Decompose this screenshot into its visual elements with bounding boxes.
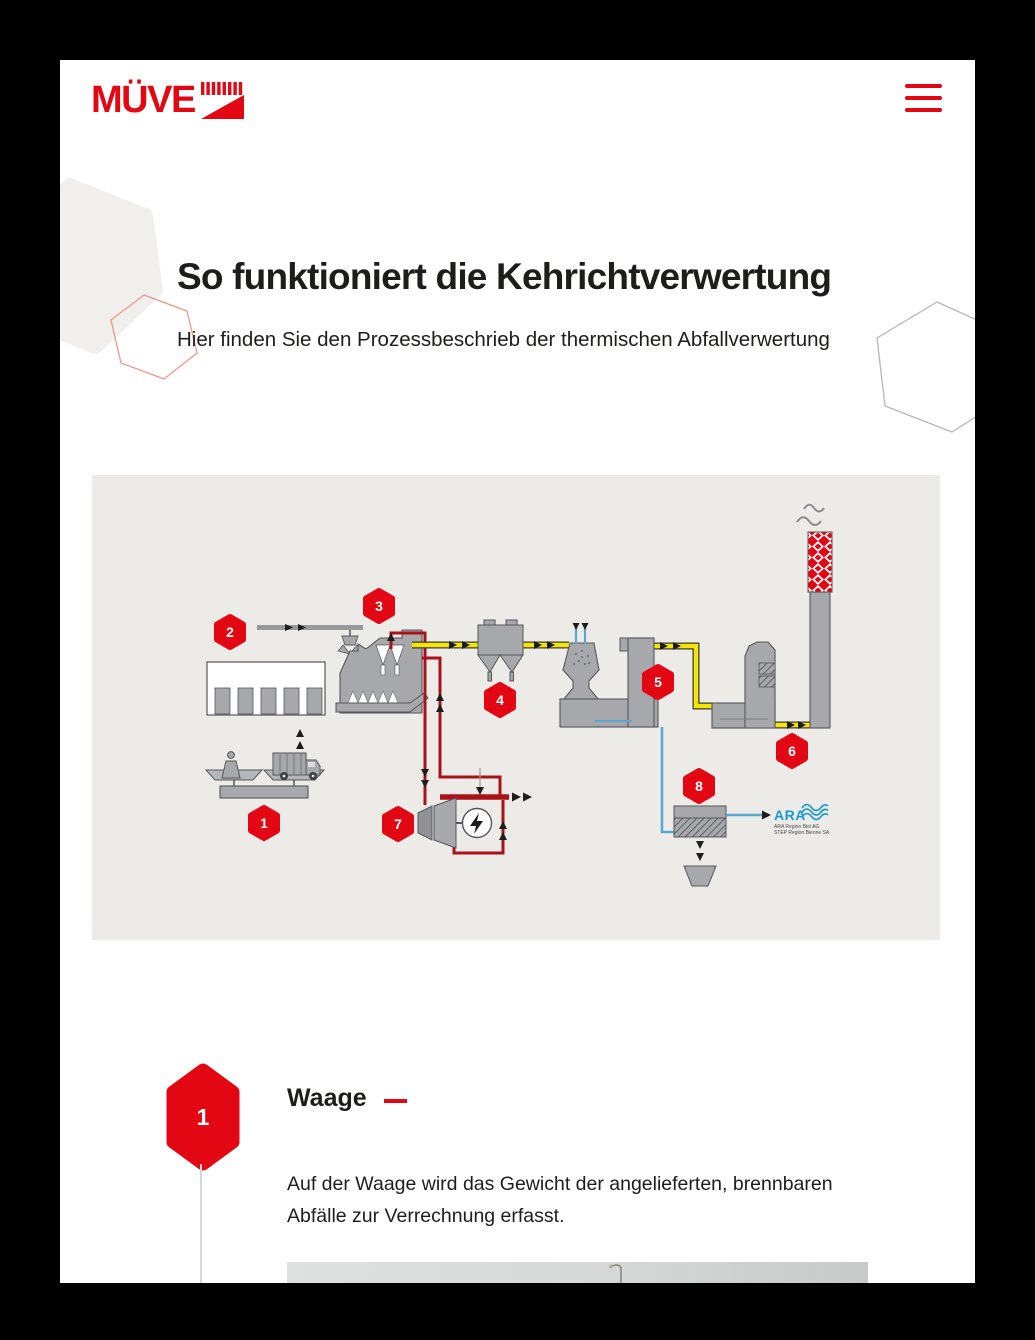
logo-bars-icon: [201, 82, 244, 119]
decor-hexagon-gray-outline: [875, 300, 975, 440]
heading-dash: [384, 1099, 407, 1103]
menu-button[interactable]: [905, 84, 942, 112]
hamburger-icon: [905, 84, 942, 88]
section-number-badge: [164, 1062, 242, 1177]
svg-text:5: 5: [654, 674, 662, 690]
ara-caption-1: ARA Region Biel AG: [774, 824, 820, 830]
process-diagram: [92, 475, 940, 940]
diagram-badge-6: [779, 736, 805, 766]
generator-icon: [463, 809, 492, 838]
svg-text:2: 2: [226, 624, 234, 640]
ara-caption-2: STEP Region Bienne SA: [774, 830, 830, 836]
bunker-feed-arrows: [296, 729, 304, 749]
turbine-icon: [418, 798, 462, 848]
section-heading: Waage: [287, 1084, 367, 1112]
filter-tower-icon: [712, 642, 775, 728]
page-subtitle: Hier finden Sie den Prozessbeschrieb der thermischen Abfallverwertung: [177, 328, 830, 351]
muve-logo[interactable]: [91, 78, 261, 127]
svg-text:4: 4: [496, 692, 504, 708]
ara-waves-icon: [802, 805, 828, 820]
page: [60, 60, 975, 1283]
svg-text:6: 6: [788, 743, 796, 759]
svg-text:7: 7: [394, 816, 402, 832]
precipitator-icon: [478, 620, 523, 681]
hamburger-icon: [905, 96, 942, 100]
quench-icon: [563, 623, 599, 699]
photo-lamp-icon: [287, 1262, 868, 1283]
page-title: So funktioniert die Kehrichtverwertung: [177, 256, 832, 297]
diagram-badge-8: [686, 771, 712, 801]
chimney-icon: [797, 505, 832, 728]
section-number: 1: [196, 1104, 210, 1130]
hamburger-icon: [905, 108, 942, 112]
diagram-badge-3: [366, 591, 392, 621]
diagram-badge-7: [385, 809, 411, 839]
svg-text:3: 3: [375, 598, 383, 614]
brand-text: MÜVE: [91, 79, 195, 121]
ara-name: ARA: [774, 807, 806, 823]
wastewater-icon: [662, 727, 771, 886]
waste-bunker-icon: [207, 662, 325, 715]
diagram-badge-4: [487, 685, 513, 715]
diagram-badge-2: [217, 617, 243, 647]
section-photo: [287, 1262, 868, 1283]
svg-text:1: 1: [260, 815, 268, 831]
diagram-badge-1: [251, 808, 277, 838]
person-icon: [222, 752, 240, 778]
electricity-arrow: [476, 787, 484, 795]
crane-icon: [257, 624, 363, 654]
section-body-text: Auf der Waage wird das Gewicht der angelieferten, brennbaren Abfälle zur Verrechnung erfasst.: [287, 1172, 833, 1227]
section-connector-line: [200, 1164, 202, 1283]
ara-logo: [774, 805, 830, 836]
diagram-badge-5: [645, 667, 671, 697]
muve-logo-graphic: [91, 78, 261, 122]
svg-text:8: 8: [695, 778, 703, 794]
